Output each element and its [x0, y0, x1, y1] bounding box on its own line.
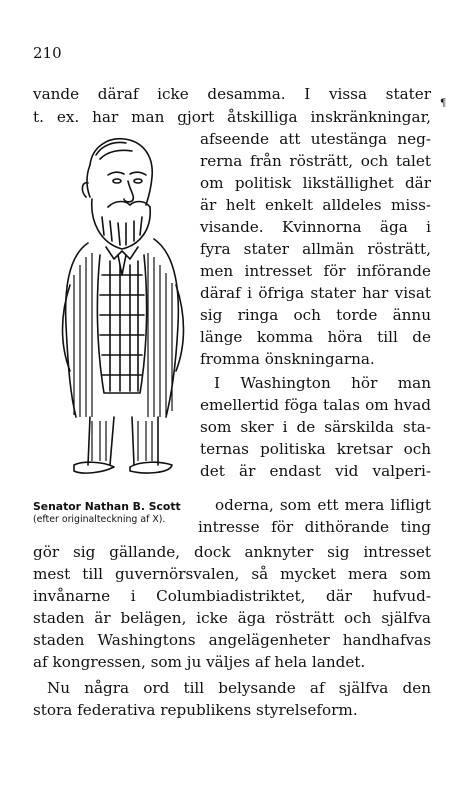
- text-line: däraf i öfriga stater har visat: [200, 284, 431, 302]
- text-line: intresse för dithörande ting: [198, 518, 431, 536]
- text-line: afseende att utestänga neg-: [200, 130, 431, 148]
- text-line: Nu några ord till belysande af själfva den: [47, 679, 431, 697]
- text-line: ternas politiska kretsar och: [200, 440, 431, 458]
- text-line: mest till guvernörsvalen, så mycket mera som: [33, 565, 431, 583]
- text-line: fyra stater allmän rösträtt,: [200, 240, 431, 258]
- text-line: är helt enkelt alldeles miss-: [200, 196, 431, 214]
- text-line: rerna från rösträtt, och talet: [200, 152, 431, 170]
- text-line: gör sig gällande, dock anknyter sig intresset: [33, 543, 431, 561]
- senator-caricature-illustration: [30, 125, 198, 493]
- text-line: det är endast vid valperi-: [200, 462, 431, 480]
- text-line: staden är belägen, icke äga rösträtt och själfva: [33, 609, 431, 627]
- text-line: men intresset för införande: [200, 262, 431, 280]
- text-line: vande däraf icke desamma. I vissa stater: [33, 85, 431, 103]
- text-line: länge komma höra till de: [200, 328, 431, 346]
- figure-caption-title: Senator Nathan B. Scott: [33, 500, 181, 513]
- text-line: oderna, som ett mera lifligt: [215, 496, 431, 514]
- text-line: af kongressen, som ju väljes af hela landet.: [33, 653, 366, 671]
- text-line: om politisk likställighet där: [200, 174, 431, 192]
- text-line: staden Washingtons angelägenheter handhafvas: [33, 631, 431, 649]
- margin-mark: ¶: [440, 98, 447, 109]
- text-line: emellertid föga talas om hvad: [200, 396, 431, 414]
- text-line: I Washington hör man: [214, 374, 431, 392]
- figure-caption-credit: (efter originalteckning af X).: [33, 514, 166, 525]
- text-line: t. ex. har man gjort åtskilliga inskränkningar,: [33, 108, 431, 126]
- text-line: visande. Kvinnorna äga i: [200, 218, 431, 236]
- text-line: fromma önskningarna.: [200, 350, 375, 368]
- text-line: som sker i de särskilda sta-: [200, 418, 431, 436]
- page-number: 210: [33, 44, 62, 62]
- text-line: stora federativa republikens styrelseform.: [33, 701, 358, 719]
- text-line: sig ringa och torde ännu: [200, 306, 431, 324]
- text-line: invånarne i Columbiadistriktet, där hufvud-: [33, 587, 431, 605]
